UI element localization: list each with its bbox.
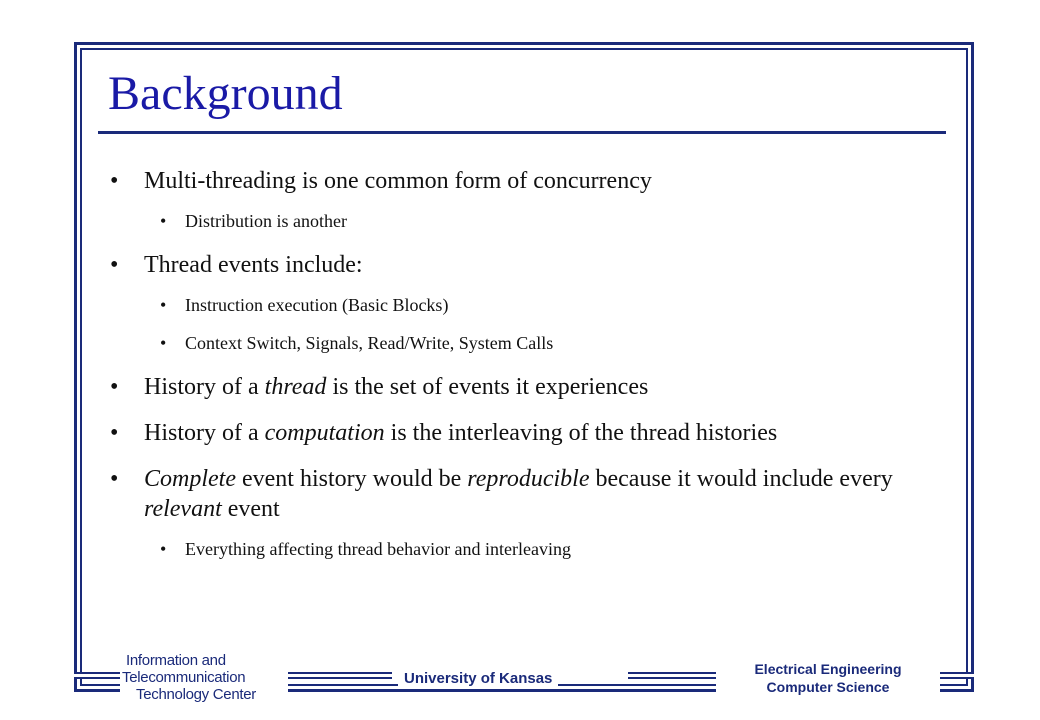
bullet-glyph: • — [160, 211, 167, 231]
emphasis-text: computation — [264, 420, 385, 446]
logo-line: Telecommunication — [122, 669, 246, 686]
bullet-text: event history would be — [235, 466, 468, 492]
bullet-glyph: • — [110, 168, 119, 194]
bullet-glyph: • — [110, 252, 119, 278]
bullet-list — [110, 166, 910, 560]
bullet-glyph: • — [110, 466, 119, 492]
bullet-text: is the interleaving of the thread histories — [384, 420, 778, 446]
department-line: Electrical Engineering — [754, 661, 902, 677]
bullet-text: is the set of events it experiences — [326, 374, 649, 400]
bullet-glyph: • — [110, 420, 119, 446]
footer-rule-right — [940, 672, 974, 679]
slide-title: Background — [108, 67, 343, 120]
ittc-logo — [120, 652, 288, 708]
sub-bullet-item — [110, 210, 910, 232]
department-name — [716, 660, 940, 696]
bullet-item — [110, 166, 910, 196]
bullet-item — [110, 464, 910, 524]
bullet-glyph: • — [110, 374, 119, 400]
bullet-item — [110, 418, 910, 448]
bullet-text: History of a — [144, 420, 265, 446]
sub-bullet-item — [110, 538, 910, 560]
bullet-text: Context Switch, Signals, Read/Write, System Calls — [185, 333, 554, 353]
logo-line: Technology Center — [136, 686, 256, 703]
bullet-glyph: • — [160, 295, 167, 315]
emphasis-text: Complete — [144, 466, 236, 492]
emphasis-text: relevant — [144, 496, 222, 522]
bullet-text: Instruction execution (Basic Blocks) — [185, 295, 449, 315]
logo-line: Information and — [126, 652, 226, 669]
bullet-text: Multi-threading is one common form of concurrency — [144, 168, 652, 194]
sub-bullet-item — [110, 294, 910, 316]
bullet-text: History of a — [144, 374, 265, 400]
sub-bullet-item — [110, 332, 910, 354]
bullet-text: because it would include every — [589, 466, 893, 492]
department-line: Computer Science — [766, 679, 890, 695]
bullet-glyph: • — [160, 539, 167, 559]
footer-rule-mid-right — [628, 672, 716, 679]
bullet-glyph: • — [160, 333, 167, 353]
bullet-item — [110, 250, 910, 280]
emphasis-text: thread — [264, 374, 327, 400]
footer-rule-mid-left — [288, 672, 392, 679]
title-underline — [98, 131, 946, 134]
bullet-text: Thread events include: — [144, 252, 363, 278]
bullet-item — [110, 372, 910, 402]
bullet-text: event — [221, 496, 280, 522]
university-name: University of Kansas — [398, 670, 558, 687]
bullet-text: Everything affecting thread behavior and interleaving — [185, 539, 572, 559]
bullet-text: Distribution is another — [185, 211, 347, 231]
emphasis-text: reproducible — [467, 466, 590, 492]
